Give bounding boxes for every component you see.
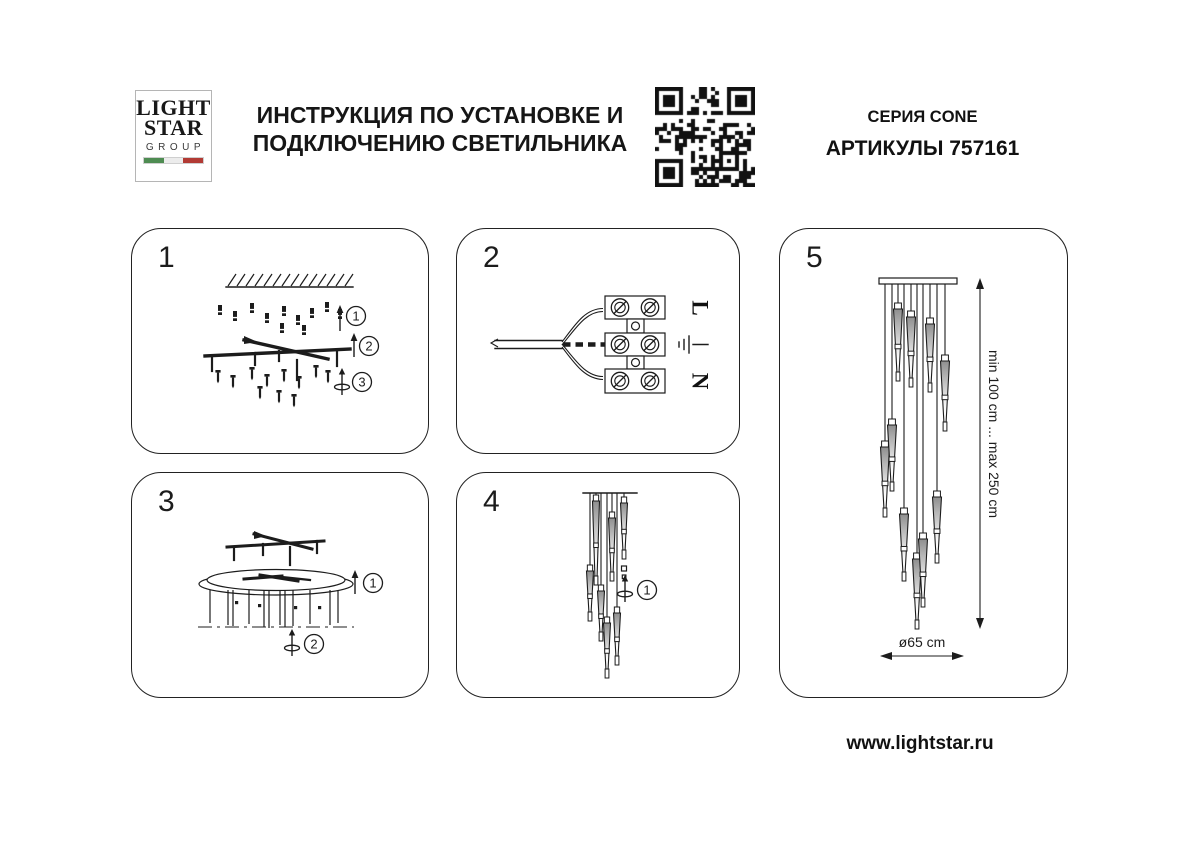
terminal-block: [605, 296, 665, 393]
earth-ground-icon: [679, 336, 708, 353]
chandelier-dimensions-diagram: [780, 229, 1066, 696]
supply-cable: [491, 309, 605, 380]
height-dimension: [976, 278, 1002, 629]
italian-flag-bar: [143, 157, 204, 164]
step-panel-1: [131, 228, 429, 454]
svg-text:2: 2: [310, 636, 318, 652]
canopy-mounting-diagram: [132, 473, 427, 696]
panel-2-number: 2: [483, 241, 500, 274]
hanging-rods: [210, 590, 338, 628]
logo-text-light: LIGHT: [136, 95, 211, 120]
step-arrows: [618, 575, 633, 602]
logo-text-group: GROUP: [145, 142, 206, 153]
wiring-terminal-diagram: [457, 229, 738, 452]
mounting-cross-bracket: [227, 531, 324, 565]
anchors-and-bracket-diagram: [132, 229, 427, 452]
website-link: www.lightstar.ru: [846, 733, 994, 754]
panel-4-number: 4: [483, 485, 500, 518]
step-badge-2: [360, 337, 379, 356]
ceiling-hatch: [226, 274, 353, 287]
wall-plugs: [218, 302, 343, 335]
step-panel-4: [456, 472, 740, 698]
logo-text-star: STAR: [143, 115, 204, 140]
step-badge-2: [305, 635, 324, 654]
cone-pendants: [587, 493, 628, 678]
step-panel-2: [456, 228, 740, 454]
svg-text:1: 1: [352, 308, 360, 324]
panel-1-number: 1: [158, 241, 175, 274]
lightstar-logo: [135, 90, 212, 182]
step-badge-1: [638, 581, 657, 600]
step-badge-1: [364, 574, 383, 593]
diameter-label: ø65 cm: [898, 634, 946, 650]
screws: [215, 365, 330, 407]
qr-code: [655, 87, 755, 187]
height-range-label: min 100 cm ... max 250 cm: [986, 349, 1002, 519]
step-badge-3: [353, 373, 372, 392]
article-number: АРТИКУЛЫ 757161: [825, 137, 1020, 160]
step-panel-5: [779, 228, 1068, 698]
terminal-label-live: L: [687, 300, 713, 316]
page-title: [230, 101, 650, 157]
svg-text:1: 1: [643, 582, 651, 598]
svg-text:1: 1: [369, 575, 377, 591]
series-name: СЕРИЯ CONE: [867, 108, 978, 126]
cone-pendants: [881, 284, 950, 629]
diameter-dimension: [880, 634, 964, 660]
step-badge-1: [347, 307, 366, 326]
step-panel-3: [131, 472, 429, 698]
title-line-1: ИНСТРУКЦИЯ ПО УСТАНОВКЕ И: [256, 102, 624, 128]
panel-5-number: 5: [806, 241, 823, 274]
pendant-assembly-diagram: [457, 473, 738, 696]
svg-text:3: 3: [358, 374, 366, 390]
title-line-2: ПОДКЛЮЧЕНИЮ СВЕТИЛЬНИКА: [252, 130, 628, 156]
svg-text:2: 2: [365, 338, 373, 354]
product-info: [795, 108, 1050, 161]
terminal-label-neutral: N: [687, 372, 713, 390]
ceiling-plate: [879, 278, 957, 284]
panel-3-number: 3: [158, 485, 175, 518]
